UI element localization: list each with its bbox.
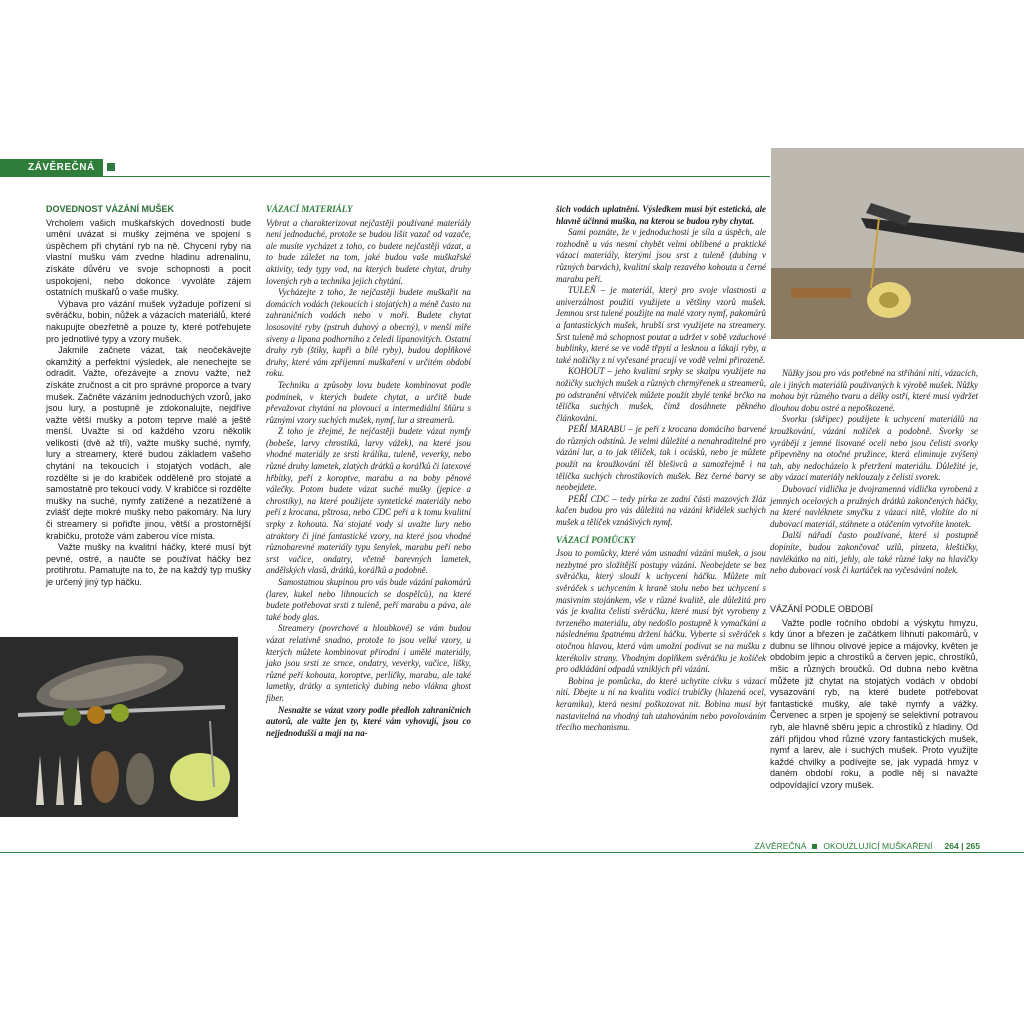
- column-4: [770, 368, 978, 577]
- heading-vazaci-pomucky: VÁZACÍ POMŮCKY: [556, 534, 636, 545]
- page-numbers: 264 | 265: [944, 841, 980, 851]
- bottom-rule: [0, 852, 1024, 853]
- col4-paragraph-4: Další nářadí často používané, které si postupně dopíníte, budou zakončovač uzlů, pinzeta, kleštičky, navlékátko na niti, jehly, ale také různé laky na hlavičky nebo dubovací vosk či kartáček na vyčesávání nožek.: [770, 530, 978, 576]
- footer-square: [812, 844, 817, 849]
- col1-paragraph-2: Výbava pro vázání mušek vyžaduje pořízení si svěráčku, bobin, nůžek a vázacích materiálů, které nakupujte obezřetně a pouze ty, které potřebujete pro jednotlivé typy a vzory mušek.: [46, 298, 251, 344]
- col4-paragraph-3: Dubovací vidlička je dvojramenná vidlička vyrobená z jemných ocelových a pružných drátků zakončených háčky, na které navléknete smyčku z vázací nitě, vložíte do ní dubovací materiál, stáhnete a otáčením vytvoříte knotek.: [770, 483, 978, 529]
- heading-vazaci-materialy: VÁZACÍ MATERIÁLY: [266, 204, 353, 214]
- col2-paragraph-1: Vybrat a charakterizovat nejčastěji používané materiály není jednoduché, protože se budou lišit vazač od vazače, ale musíte vycházet z toho, co budete nejčastěji vázat, a to bude záležet na tom, jaké budou vaše muškařské aktivity, tedy typy vod, na kterých budete chytat, druhy lovených ryb a technika jejich chytání.: [266, 217, 471, 286]
- col3-paragraph-0: šich vodách uplatnění. Výsledkem musí být estetická, ale hlavně účinná muška, na kterou se budou ryby chytat.: [556, 204, 766, 226]
- column-1: [46, 204, 251, 589]
- col4-paragraph-1: Nůžky jsou pro vás potřebné na stříhání nití, vázacích, ale i jiných materiálů používaných k výrobě mušek. Nůžky mohou být různého tvaru a délky ostří, které musí vydržet dlouhou dobu ostré a nepoškozené.: [770, 368, 978, 413]
- col3-paragraph-4: PEŘÍ MARABU – je peří z krocana domácího barvené do různých odstínů. Je velmi důležité a nenahraditelné pro vázání lur, a to jak tělíček, tak i ocásků, nebo je můžete použít na kroužkování těl blešivců a samozřejmě i na tělíčka suchých chrostíkovích mušek. Bez černé barvy se neobejdete.: [556, 424, 766, 493]
- col2-paragraph-2: Vycházejte z toho, že nejčastěji budete muškařit na domácích vodách (tekoucích i stojatých) a méně často na zahraničních vodách nebo v moři. Budete chytat lososovité ryby (pstruh duhový a obecný), v menší míře siveny a lipana podhorního z čeledi lipanovitých. Ostatní druhy ryb (štiky, kapři a bílé ryby), budou doplňkové druhy, které vám zpříjemní muškaření v určitém období roku.: [266, 287, 471, 379]
- col2-paragraph-6: Streamery (povrchové a hloubkové) se vám budou vázat relativně snadno, protože to jsou velké vzory, u kterých můžete kombinovat přírodní i umělé materiály, jako jsou srsti ze srnce, ondatry, veverky, vačice, lišky, různé peří kohouta, koroptve, perličky, marabu, ale také lametky, drátky a syntetický dubing nebo vlákna ghost fiber.: [266, 623, 471, 703]
- col3-paragraph-7: Bobina je pomůcka, do které uchytíte cívku s vázací nití. Dbejte u ní na kvalitu vodicí trubičky (hlazená ocel, keramika), která nesmí poškozovat nit. Bobina musí být nastavitelná na vhodný tah utahováním nebo povolováním třecího mechanismu.: [556, 675, 766, 733]
- col3-paragraph-2: TULEŇ – je materiál, který pro svoje vlastnosti a univerzálnost použití využijete u většiny vzorů mušek. Jemnou srst tulené použijte na malé vzory nymf, pakomárů a fantastických mušek, hrubší srst využijete na streamery. Srst tuleně má schopnost poutat a udržet v sobě vzduchové bublinky, které se ve vodě třpytí a lesknou a lákají ryby, a také nožičky z ní vyčesané pracují ve vodě velmi přirozeně.: [556, 285, 766, 365]
- footer-left: ZÁVĚREČNÁ: [754, 841, 807, 851]
- col4-paragraph-5: Važte podle ročního období a výskytu hmyzu, kdy únor a březen je začátkem líhnutí pakomárů, v dubnu se líhnou olivové jepice a májovky, květen je obdobím jepic a chrostíků a červen jepic, chrostíků, mšic a různých broučků. Od dubna nebo května můžete již chytat na stojatých vodách v období vysazování ryb, na které budete potřebovat fantastické mušky, ale také nymfy a vážky. Červenec a srpen je spojený se selektivní potravou ryb, ale hlavně sběru jepic a chrostíků z hladiny. Od září přijdou vhod různé vzory fantastických mušek, nymf a larev, ale i suchých mušek. Proto využijte každé chvilky a podívejte se, jak vypadá hmyz v daném období roku, a podle něj si navažte odpovídající vzory mušek.: [770, 617, 978, 790]
- section-tag-square: [107, 163, 115, 171]
- col3-paragraph-5: PEŘÍ CDC – tedy pírka ze zadní části mazových žláz kačen budou pro vás důležitá na vázání křidélek suchých mušek a tělíček vznášivých nymf.: [556, 493, 766, 528]
- footer: [754, 841, 980, 851]
- vise-photo-art: [771, 148, 1024, 339]
- heading-dovednost: DOVEDNOST VÁZÁNÍ MUŠEK: [46, 204, 175, 214]
- col1-paragraph-3: Jakmile začnete vázat, tak neočekávejte okamžitý a perfektní výsledek, ale nenechejte se odradit. Važte, ořezávejte a znovu važte, než získáte zručnost a cit pro správné proporce a tvary mušek. Začněte vázáním jednoduchých vzorů, jako jsou lury, a postupně je zdokonalujte, nejdříve važte větší mušky a potom teprve malé a ještě menší. Uvažte si od každého vzoru několik velikostí (dvě až tři), važte mušky suché, nymfy, lury a streamery, které budou základem vašeho chytání na tekoucích i stojatých vodách, ale rozdělte si je do krabiček odděleně pro stojaté a samostatně pro tekoucí vody. V krabičce si rozdělte mušky na suché, nymfy zatížené a nezatížené a zvlášť dejte mokré mušky nebo pakomáry. Na lury či streamery si pořiďte jinou, větší a prostornější krabičku, protože vám zaberou více místa.: [46, 345, 251, 541]
- col2-paragraph-7: Nesnažte se vázat vzory podle předloh zahraničních autorů, ale važte jen ty, které vám vyhovují, jsou co nejjednodušší a mají na na-: [266, 704, 471, 738]
- col3-paragraph-6: Jsou to pomůcky, které vám usnadní vázání mušek, a jsou nezbytné pro složitější postupy vázání. Neobejdete se bez svěráčku, který slouží k uchycení háčku. Můžete mít svěráček s uchycením k hraně stolu nebo bez uchycení s masivním stojánkem, vše v různé kvalitě, ale důležitá pro vás je kvalita čelistí svěráčku, které musí být vyrobeny z tvrzeného materiálu, aby nedošlo postupně k vymačkání a následnému špatnému držení háčku. Vyberte si svěráček s otočnou hlavou, která vám umožní podívat se na mušku z kterékoliv strany. Vhodným doplňkem svěráčku je košíček pro odkládání odpadů vzniklých při vázání.: [556, 548, 766, 675]
- materials-photo-art: [0, 637, 238, 817]
- col4-paragraph-2: Svorku (skřipec) použijete k uchycení materiálů na kroužkování, vázání nožiček a podobně. Svorky se vyrábějí z jemné lisované oceli nebo jsou čelisti svorky připevněny na otočné pružince, která eliminuje zvýšený tah, aby nedocházelo k přetržení materiálu. Důležité je, aby vázací materiály neklouzaly z čelistí svorek.: [770, 414, 978, 483]
- top-rule: [0, 176, 770, 177]
- col2-paragraph-5: Samostatnou skupinou pro vás bude vázání pakomárů (larev, kukel nebo líhnoucích se dospělců), na které budete potřebovat srsti z tuleně, peří marabu a páva, ale také body glas.: [266, 577, 471, 622]
- col2-paragraph-3: Techniku a způsoby lovu budete kombinovat podle podmínek, v kterých budete chytat, a určitě bude převažovat chytání na plovoucí a intermediální šňůru s různými vzory suchých mušek, nymf, lur a streamerů.: [266, 379, 471, 425]
- heading-vazani-podle-obdobi: VÁZÁNÍ PODLE OBDOBÍ: [770, 604, 874, 614]
- column-3: [556, 204, 766, 734]
- col3-paragraph-1: Sami poznáte, že v jednoduchosti je síla a úspěch, ale rozhodně u vás nesmí chybět velmi oblíbené a praktické vázací materiály, kterými jsou srst z tuleně (dubing v různých barvách), kvalitní skalp rezavého kohouta a černé marabu peří.: [556, 227, 766, 284]
- col3-paragraph-3: KOHOUT – jeho kvalitní srpky se skalpu využijete na nožičky suchých mušek a různých chrmýřenek a streamerů, po odstranění větviček můžete použít zbylé tenké brčko na tělíčka suchých mušek, čímž dosáhnete pěkného článkování.: [556, 366, 766, 423]
- vise-photo: [771, 148, 1024, 339]
- section-tag: [0, 157, 115, 177]
- section-tag-label: ZÁVĚREČNÁ: [0, 159, 103, 176]
- column-4-lower: [770, 604, 978, 792]
- col2-paragraph-4: Z toho je zřejmé, že nejčastěji budete vázat nymfy (bobeše, larvy chrostíků, larvy vážek), na které jsou vhodné materiály ze srsti králíka, tuleně, veverky, nebo různé druhy lametek, zlatých drátků a koráľků či latexové hřbítky, peří z koroptve, marabu a na boby pěnové válečky. Potom budete vázat suché mušky (jepice a chrostíky), na které použijete syntetické materiály nebo peří z krocana, pštrosa, nebo CDC peří a k tomu kvalitní srpky z kohouta. Na stojaté vody si uvažte lury nebo atraktory či jiné fantastické vzory, na které jsou vhodné různobarevné materiály typu šenylek, marabu peří nebo srst vačice, ondatry, včetně barevných lametek, andělských vlasů, drátků, koráľků a podobně.: [266, 426, 471, 576]
- col1-paragraph-1: Vrcholem vašich muškařských dovedností bude umění uvázat si mušky zejména ve spojení s úspěchem při chytání ryb na ně. Chycení ryby na vlastní mušku vám zvedne hladinu adrenalinu, získáte důvěru ve svoje schopnosti a pocit uspokojení, nebo dokonce vyvoláte zájem ostatních muškařů o vaše mušky.: [46, 217, 251, 298]
- footer-right: OKOUZLUJÍCÍ MUŠKAŘENÍ: [823, 841, 933, 851]
- column-2: [266, 204, 471, 739]
- materials-photo: [0, 637, 238, 817]
- col1-paragraph-4: Važte mušky na kvalitní háčky, které musí být pevné, ostré, a naučte se používat háčky bez protihrotu. Pamatujte na to, že na každý typ mušky je určený jiný typ háčku.: [46, 542, 251, 587]
